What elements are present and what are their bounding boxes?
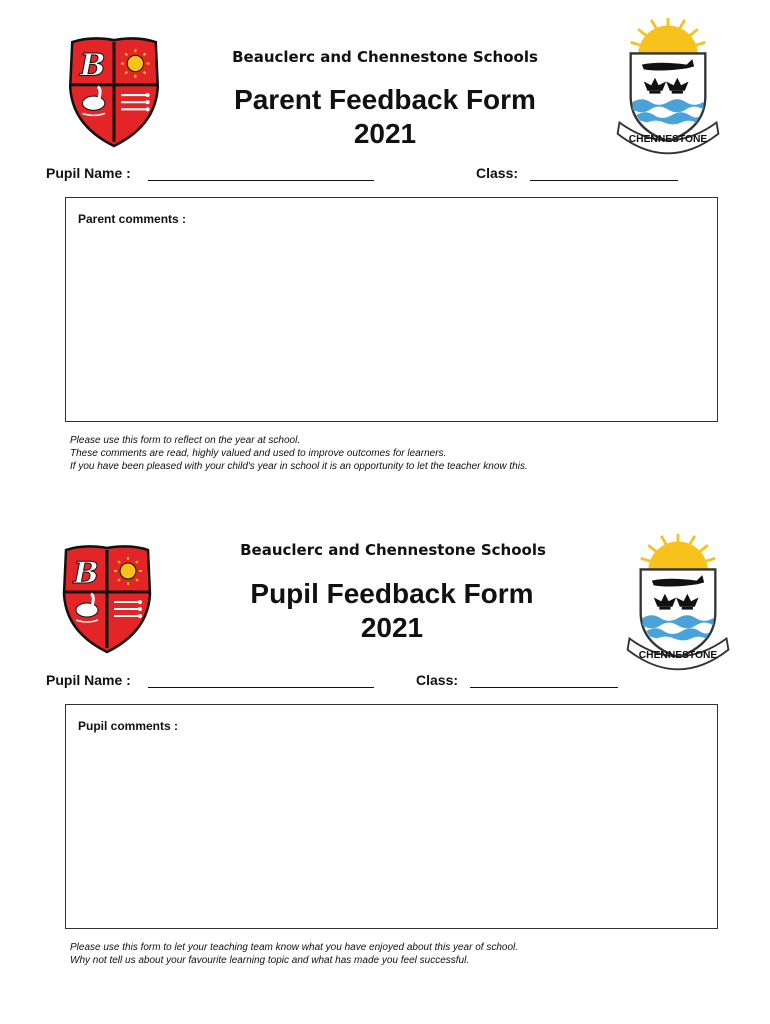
chennestone-banner-text: CHENNESTONE [638, 650, 718, 662]
chennestone-banner-text: CHENNESTONE [628, 134, 708, 146]
note-line: If you have been pleased with your child's year in school it is an opportunity to let the teacher know this. [70, 461, 528, 472]
note-line: Why not tell us about your favourite learning topic and what has made you feel successful. [70, 955, 470, 966]
form-year: 2021 [353, 118, 417, 149]
parent-form-notes [70, 434, 528, 473]
form-title [170, 83, 600, 151]
school-name: Beauclerc and Chennestone Schools [240, 541, 546, 559]
pupil-comments-box[interactable] [65, 704, 718, 929]
pupil-form-notes [70, 941, 518, 967]
pupil-name-label: Pupil Name : [46, 672, 131, 688]
note-line: Please use this form to reflect on the year at school. [70, 435, 301, 446]
class-label: Class: [416, 672, 459, 688]
pupil-name-label: Pupil Name : [46, 165, 131, 181]
pupil-name-field[interactable] [148, 180, 374, 181]
parent-comments-box[interactable] [65, 197, 718, 422]
beauclerc-crest-logo [68, 36, 160, 148]
note-line: Please use this form to let your teaching team know what you have enjoyed about this year of school. [70, 942, 519, 953]
pupil-comments-label: Pupil comments : [78, 719, 179, 733]
class-label: Class: [476, 165, 519, 181]
chennestone-crest-logo [610, 534, 746, 674]
pupil-name-field[interactable] [148, 687, 374, 688]
beauclerc-crest-logo [62, 544, 152, 654]
form-title-text: Pupil Feedback Form [250, 578, 534, 609]
form-title [177, 577, 607, 645]
note-line: These comments are read, highly valued and used to improve outcomes for learners. [70, 448, 447, 459]
class-field[interactable] [470, 687, 618, 688]
school-name: Beauclerc and Chennestone Schools [232, 48, 538, 66]
parent-comments-label: Parent comments : [78, 212, 187, 226]
form-year: 2021 [360, 612, 424, 643]
form-title-text: Parent Feedback Form [234, 84, 536, 115]
chennestone-crest-logo [598, 18, 738, 158]
class-field[interactable] [530, 180, 678, 181]
